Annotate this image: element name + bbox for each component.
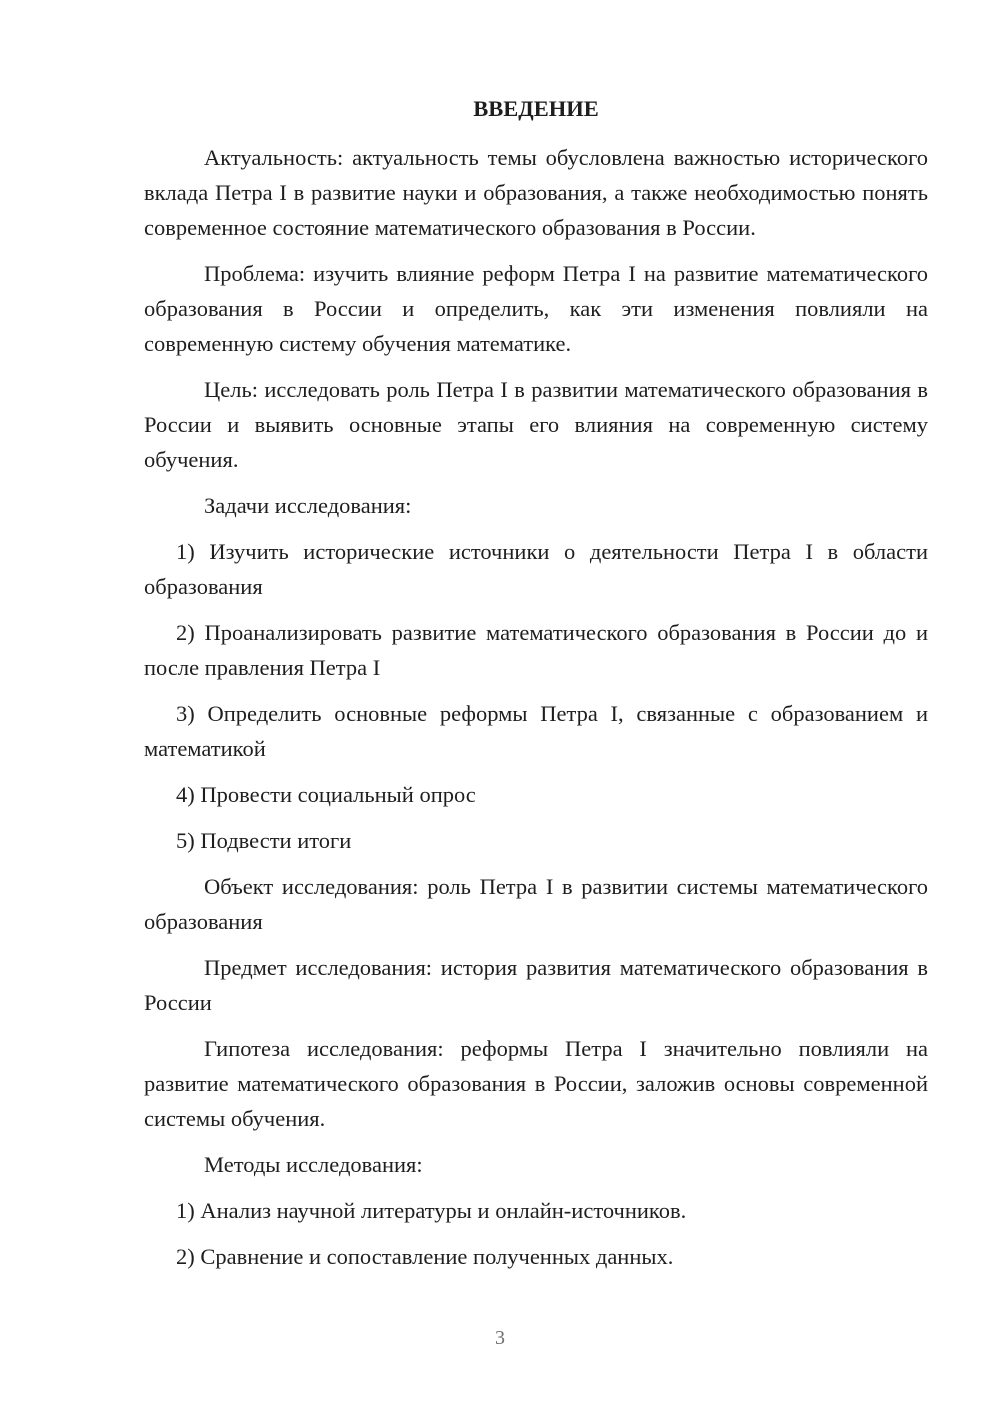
paragraph-object: Объект исследования: роль Петра I в развитии системы математического образования [144,874,928,934]
method-item-1: 1) Анализ научной литературы и онлайн-источников. [176,1198,687,1223]
task-item-5: 5) Подвести итоги [176,828,352,853]
paragraph-tasks-heading: Задачи исследования: [204,493,412,518]
method-item-2: 2) Сравнение и сопоставление полученных данных. [176,1244,674,1269]
page-number: 3 [495,1327,505,1349]
paragraph-methods-heading: Методы исследования: [204,1152,423,1177]
task-item-4: 4) Провести социальный опрос [176,782,476,807]
task-item-3: 3) Определить основные реформы Петра I, связанные с образованием и математикой [144,701,928,761]
paragraph-relevance: Актуальность: актуальность темы обусловлена важностью исторического вклада Петра I в развитие науки и образования, а также необходимостью понять современное состояние математического образования в России. [144,145,928,240]
task-item-2: 2) Проанализировать развитие математического образования в России до и после правления Петра I [144,620,928,680]
paragraph-hypothesis: Гипотеза исследования: реформы Петра I значительно повлияли на развитие математического образования в России, заложив основы современной системы обучения. [144,1036,928,1131]
task-item-1: 1) Изучить исторические источники о деятельности Петра I в области образования [144,539,928,599]
document-page [144,92,928,1285]
paragraph-goal: Цель: исследовать роль Петра I в развитии математического образования в России и выявить основные этапы его влияния на современную систему обучения. [144,377,928,472]
section-title: ВВЕДЕНИЕ [473,96,599,121]
paragraph-problem: Проблема: изучить влияние реформ Петра I на развитие математического образования в России и определить, как эти изменения повлияли на современную систему обучения математике. [144,261,928,356]
paragraph-subject: Предмет исследования: история развития математического образования в России [144,955,928,1015]
